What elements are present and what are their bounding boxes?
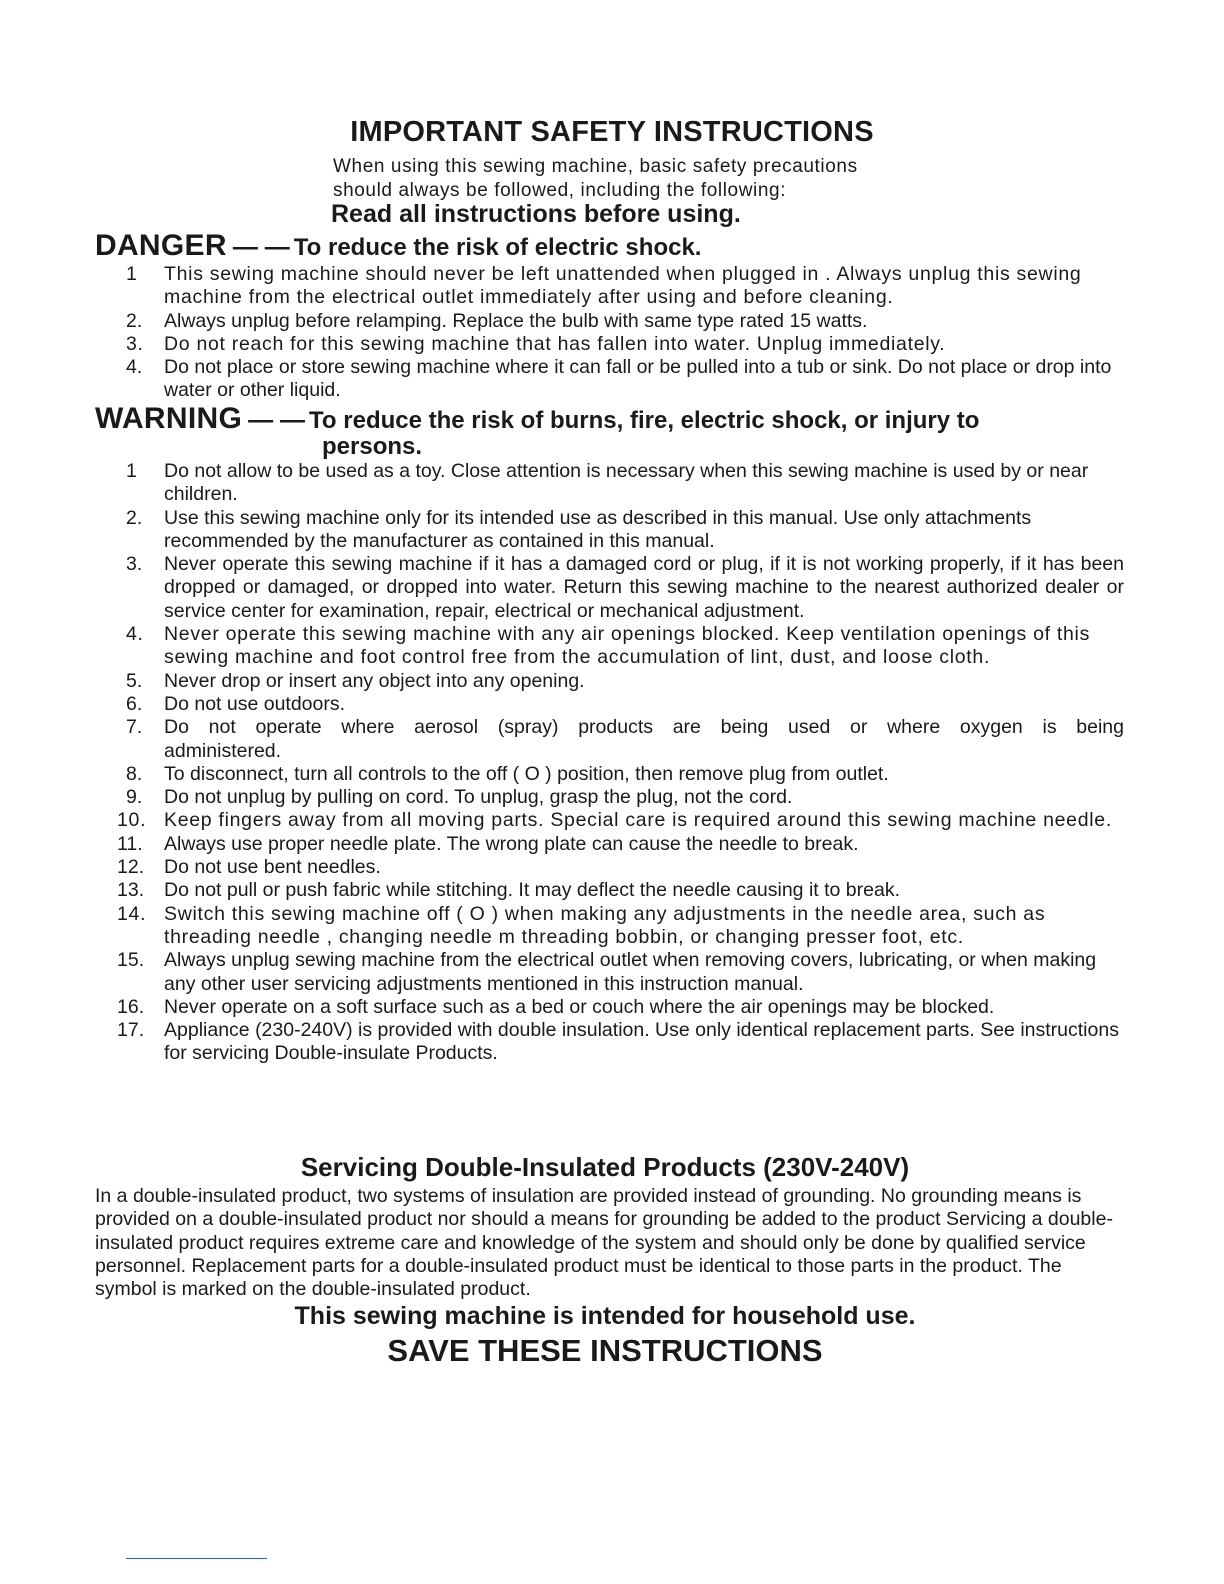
list-item (0, 553, 1124, 623)
intro-line-1: When using this sewing machine, basic safety precautions (333, 156, 858, 177)
list-item (0, 623, 1124, 670)
item-text: Keep fingers away from all moving parts. Special care is required around this sewing machine needle. (164, 809, 1112, 832)
item-text: Do not use outdoors. (164, 692, 346, 715)
item-text: Always unplug sewing machine from the electrical outlet when removing covers, lubricating, or when making any other user servicing adjustments mentioned in this instruction manual. (164, 949, 1097, 995)
save-instructions-heading: SAVE THESE INSTRUCTIONS (387, 1333, 823, 1368)
item-number: 5. (126, 669, 143, 692)
item-number: 6. (126, 692, 143, 715)
list-item (0, 879, 1124, 902)
item-number: 3. (126, 553, 143, 576)
list-item (0, 833, 1124, 856)
list-item (0, 670, 1124, 693)
item-text: Do not use bent needles. (164, 856, 381, 879)
danger-word: DANGER (95, 229, 227, 262)
item-text: Do not reach for this sewing machine that has fallen into water. Unplug immediately. (164, 332, 946, 355)
item-text: This sewing machine should never be left unattended when plugged in . Always unplug this sewing machine from the electrical outlet immediately after using and before cleaning. (164, 263, 1082, 309)
item-number: 7. (126, 716, 143, 739)
item-number: 1 (126, 263, 138, 285)
warning-list (0, 460, 1224, 1066)
intro-line-2: should always be followed, including the following: (333, 180, 787, 201)
item-text: Do not allow to be used as a toy. Close attention is necessary when this sewing machine is used by or near children. (164, 460, 1089, 506)
item-text: Always unplug before relamping. Replace the bulb with same type rated 15 watts. (164, 309, 868, 332)
item-number: 10. (117, 809, 147, 832)
warning-dash: — — (248, 406, 306, 434)
list-item (0, 763, 1124, 786)
list-item (0, 996, 1124, 1019)
list-item (0, 333, 1124, 356)
household-use-notice: This sewing machine is intended for household use. (294, 1302, 916, 1330)
item-number: 3. (126, 332, 144, 355)
list-item (0, 856, 1124, 879)
item-text: Never operate on a soft surface such as a bed or couch where the air openings may be blocked. (164, 995, 995, 1018)
item-number: 13. (117, 879, 145, 902)
item-number: 2. (126, 309, 143, 332)
item-text: Appliance (230-240V) is provided with double insulation. Use only identical replacement parts. See instructions for servicing Double-insulate Products. (164, 1019, 1119, 1065)
item-text: Switch this sewing machine off ( O ) when making any adjustments in the needle area, such as threading needle , changing needle m threading bobbin, or changing presser foot, etc. (164, 902, 1046, 948)
servicing-body: In a double-insulated product, two systems of insulation are provided instead of grounding. No grounding means is provided on a double-insulated product nor should a means for grounding be added to the product Servicing a double-insulated product requires extreme care and knowledge of the system and should only be done by qualified service personnel. Replacement parts for a double-insulated product must be identical to those parts in the product. The symbol is marked on the double-insulated product. (95, 1185, 1113, 1301)
warning-word: WARNING (95, 402, 243, 435)
item-text: Do not place or store sewing machine where it can fall or be pulled into a tub or sink. Do not place or drop into water or other liquid. (164, 356, 1112, 402)
warning-text: To reduce the risk of burns, fire, electric shock, or injury to (309, 407, 980, 434)
list-item (0, 786, 1124, 809)
warning-text-continued: persons. (322, 433, 423, 460)
list-item (0, 1019, 1124, 1066)
item-text: Use this sewing machine only for its intended use as described in this manual. Use only attachments recommended by the manufacturer as contained in this manual. (164, 506, 1032, 552)
read-all-heading: Read all instructions before using. (331, 200, 741, 228)
list-item (0, 809, 1124, 832)
danger-heading (95, 229, 701, 263)
list-item (0, 949, 1124, 996)
danger-list (0, 263, 1224, 403)
item-number: 4. (126, 356, 143, 379)
item-number: 1 (126, 460, 137, 482)
footer-rule (126, 1558, 267, 1559)
item-text: Do not unplug by pulling on cord. To unplug, grasp the plug, not the cord. (164, 786, 793, 809)
item-text: Do not pull or push fabric while stitching. It may deflect the needle causing it to break. (164, 879, 900, 902)
item-number: 16. (117, 995, 145, 1018)
page-title: IMPORTANT SAFETY INSTRUCTIONS (350, 116, 874, 148)
list-item (0, 507, 1124, 554)
item-text: Always use proper needle plate. The wrong plate can cause the needle to break. (164, 832, 859, 855)
item-number: 9. (126, 786, 143, 809)
item-number: 14. (117, 902, 147, 925)
item-text: Never operate this sewing machine with any air openings blocked. Keep ventilation openings of this sewing machine and foot control free from the accumulation of lint, dust, and loose cloth. (164, 623, 1091, 669)
item-text: Never drop or insert any object into any opening. (164, 669, 585, 692)
item-number: 8. (126, 762, 143, 785)
item-number: 11. (117, 832, 143, 855)
intro-text (333, 155, 1033, 203)
list-item (0, 310, 1124, 333)
danger-dash: — — (232, 233, 290, 261)
list-item (0, 460, 1124, 507)
item-number: 2. (126, 506, 143, 529)
warning-heading (95, 402, 979, 436)
item-text: Do not operate where aerosol (spray) products are being used or where oxygen is being administered. (164, 716, 1124, 762)
list-item (0, 263, 1124, 310)
servicing-title: Servicing Double-Insulated Products (230V-240V) (300, 1152, 910, 1182)
item-number: 15. (117, 949, 145, 972)
danger-text: To reduce the risk of electric shock. (293, 234, 702, 261)
list-item (0, 716, 1124, 763)
list-item (0, 356, 1124, 403)
item-number: 4. (126, 623, 144, 646)
list-item (0, 903, 1124, 950)
item-number: 12. (117, 856, 145, 879)
list-item (0, 693, 1124, 716)
item-text: To disconnect, turn all controls to the off ( O ) position, then remove plug from outlet. (164, 762, 889, 785)
item-number: 17. (117, 1019, 145, 1042)
item-text: Never operate this sewing machine if it has a damaged cord or plug, if it is not working properly, if it has been dropped or damaged, or dropped into water. Return this sewing machine to the nearest authorized dealer or service center for examination, repair, electrical or mechanical adjustment. (164, 553, 1124, 622)
